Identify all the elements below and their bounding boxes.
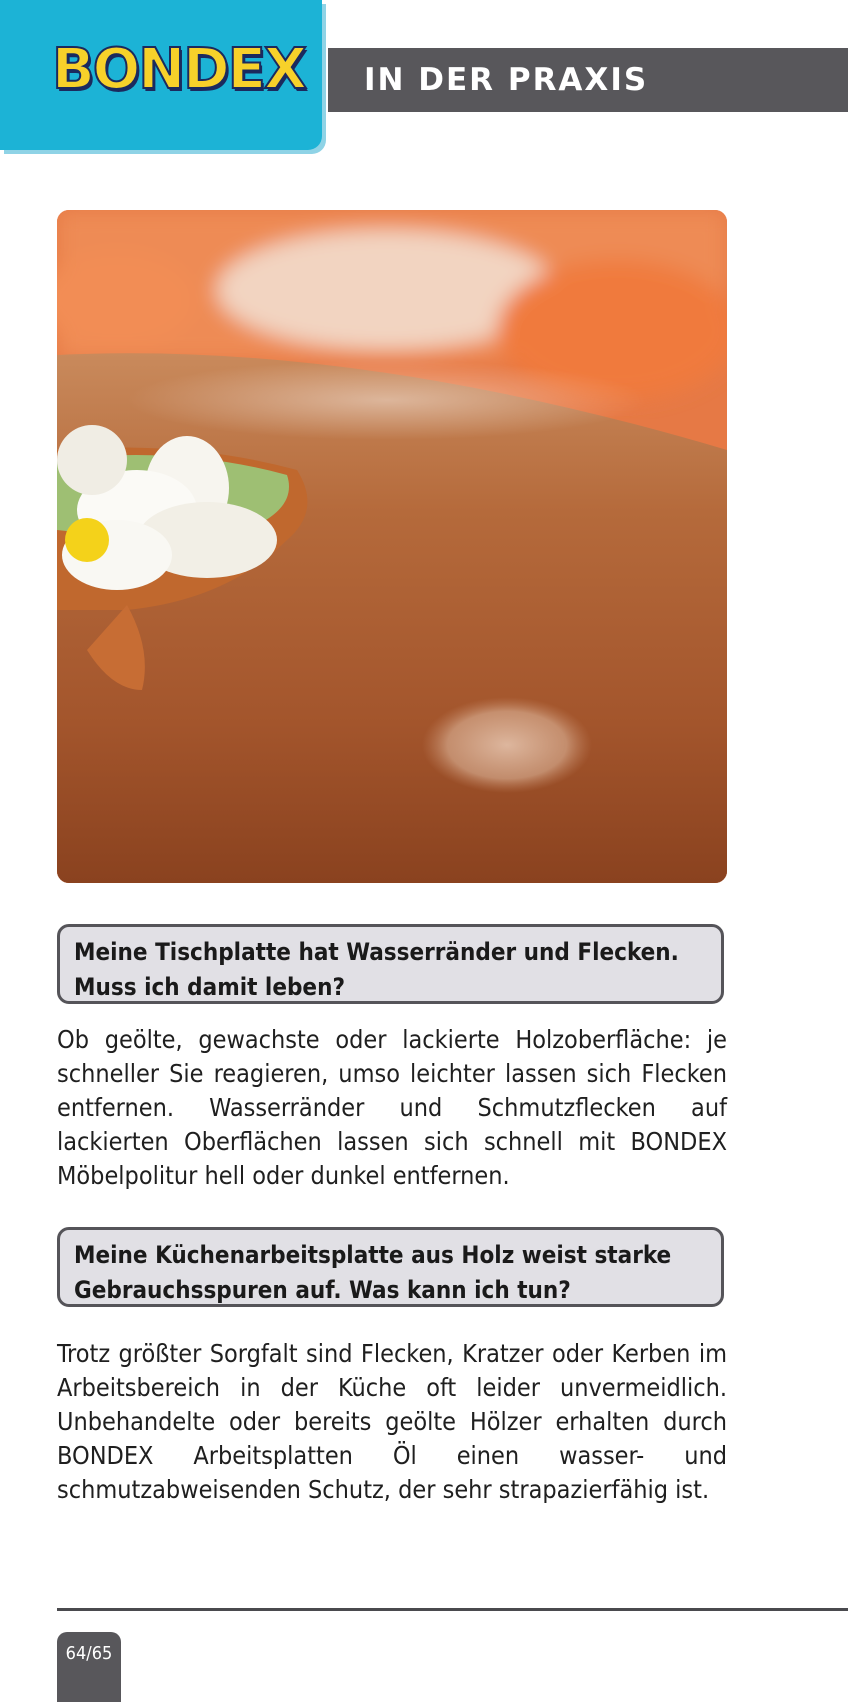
page-number-tab — [57, 1632, 121, 1702]
table-photo — [57, 210, 727, 883]
answer-paragraph-2: Trotz größter Sorgfalt sind Flecken, Kratzer oder Kerben im Arbeitsbereich in der Küche oft leider unvermeidlich. Unbehandelte oder bereits geölte Hölzer erhalten durch BONDEX Arbeitsplatten Öl einen wasser- und schmutzabweisenden Schutz, der sehr strapazierfähig ist. — [57, 1339, 727, 1504]
section-title: IN DER PRAXIS — [364, 62, 649, 98]
section-header-bar — [328, 48, 848, 112]
question-text: Meine Küchenarbeitsplatte aus Holz weist starke Gebrauchsspuren auf. Was kann ich tun? — [74, 1241, 672, 1304]
answer-paragraph-1: Ob geölte, gewachste oder lackierte Holzoberfläche: je schneller Sie reagieren, umso leichter lassen sich Flecken entfernen. Wasserränder und Schmutzflecken auf lackierten Oberflächen lassen sich schnell mit BONDEX Möbelpolitur hell oder dunkel entfernen. — [57, 1025, 727, 1190]
footer-divider — [57, 1608, 848, 1611]
question-text: Meine Tischplatte hat Wasserränder und Flecken. Muss ich damit leben? — [74, 938, 679, 1001]
question-box-2 — [57, 1227, 724, 1307]
photo-illustration — [57, 210, 727, 883]
question-box-1 — [57, 924, 724, 1004]
bondex-logo: BONDEX — [52, 37, 306, 102]
brand-header-box — [0, 0, 322, 150]
page-number: 64/65 — [65, 1643, 113, 1664]
